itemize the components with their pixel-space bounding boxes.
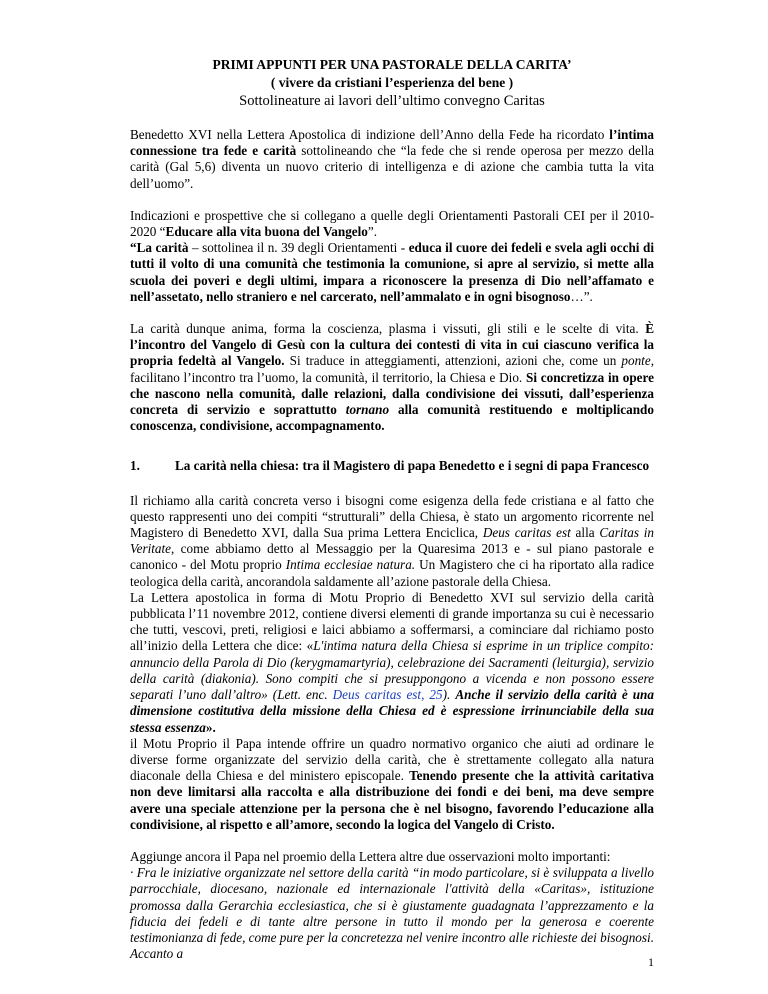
text-run: …”. bbox=[570, 288, 593, 304]
text-run: il Motu Proprio il Papa intende offrire un quadro normativo organico che aiuti ad ordinare le diverse forme organizzate del servizio della carità, che è strettamente collegato alla natura diaconale della Chiesa e del ministero episcopale. bbox=[130, 735, 654, 784]
section-number: 1. bbox=[130, 458, 140, 474]
bullet-caritas: · Fra le iniziative organizzate nel settore della carità “in modo particolare, si è sviluppata a livello parrocchiale, diocesano, nazionale ed internazionale l'attività della «Caritas», istituzione promossa dalla Gerarchia ecclesiastica, che si è giustamente guadagnata l’apprezzamento e la fiducia dei fedeli e di tante altre persone in tutto il mondo per la generosa e coerente testimonianza di fede, come pure per la concretezza nel venire incontro alle richieste dei bisognosi. Accanto a bbox=[130, 865, 654, 962]
paragraph-orientamenti bbox=[130, 208, 654, 240]
text-run: Il richiamo alla carità concreta verso i bisogni come esigenza della fede cristiana e al fatto che questo rappresenti uno dei compiti “strutturali” della Chiesa, è stato un argomento ricorrente nel Magistero di Benedetto XVI, dalla Sua prima Lettera Enciclica, bbox=[130, 492, 654, 541]
document-subtitle-secondary: Sottolineature ai lavori dell’ultimo convegno Caritas bbox=[239, 93, 545, 109]
page-number: 1 bbox=[648, 955, 654, 969]
text-run-bold: “La carità bbox=[130, 240, 189, 256]
text-run: sottolineando che “la fede che si rende operosa per mezzo della carità (Gal 5,6) diventa un nuovo criterio di intelligenza e di azione che cambia tutta la vita dell’uomo”. bbox=[130, 143, 654, 191]
deus-caritas-link[interactable]: Deus caritas est, 25 bbox=[332, 687, 443, 703]
text-run-bold: Si concretizza in opere che nascono nella comunità, dalle relazioni, dalla condivisione dei vissuti, dall’esperienza concreta di servizio e soprattutto bbox=[130, 369, 654, 418]
document-body bbox=[130, 56, 654, 962]
text-run: alla bbox=[570, 525, 600, 541]
text-run: La Lettera apostolica in forma di Motu Proprio di Benedetto XVI sul servizio della carità pubblicata l’11 novembre 2012, contiene diversi elementi di grande importanza su cui è necessario che tutti, vescovi, preti, religiosi e laici abbiamo a soffermarsi, a cominciare dal richiamo posto all’inizio della Lettera che dice: « bbox=[130, 589, 654, 654]
text-run-bold: educa il cuore dei fedeli e svela agli occhi di tutti il volto di una comunità che testimonia la comunione, si apre al servizio, si mette alla scuola dei poveri e degli ultimi, impara a riconoscere la presenza di Dio nell’affamato e nell’assetato, nello straniero e nel carcerato, nell’ammalato e in ogni bisognoso bbox=[130, 240, 654, 304]
text-run: Un Magistero che ci ha riportato alla radice teologica della carità, ancorandola saldamente all’azione pastorale della Chiesa. bbox=[130, 557, 654, 589]
paragraph-quote-carita bbox=[130, 240, 654, 305]
text-run-bold: Educare alla vita buona del Vangelo bbox=[165, 224, 368, 240]
section-title: La carità nella chiesa: tra il Magistero di papa Benedetto e i segni di papa Francesco bbox=[175, 458, 650, 474]
text-run-bold-italic: Anche il servizio della carità è una dimensione costitutiva della missione della Chiesa ed è espressione irrinunciabile della sua stessa essenza bbox=[130, 687, 654, 735]
text-run: Benedetto XVI nella Lettera Apostolica di indizione dell’Anno della Fede ha ricordato bbox=[130, 127, 610, 142]
paragraph-motu-proprio bbox=[130, 590, 654, 736]
text-run-italic: L'intima natura della Chiesa si esprime in un triplice compito: annuncio della Parola di Dio (kerygmamartyria), celebrazione dei Sacramenti (leiturgia), servizio della carità (diakonia). Sono compiti che si presuppongono a vicenda e non possono essere separati l’uno dall’altro» (Lett. enc. bbox=[130, 638, 654, 703]
text-run-italic: Deus caritas est bbox=[482, 525, 571, 541]
text-run-italic: ponte bbox=[621, 353, 651, 369]
text-run: Indicazioni e prospettive che si collegano a quelle degli Orientamenti Pastorali CEI per il 2010-2020 “ bbox=[130, 207, 654, 240]
section-heading-1 bbox=[130, 458, 654, 474]
text-run-bold: alla comunità restituendo e moltiplicando conoscenza, condivisione, accompagnamento. bbox=[130, 402, 654, 434]
paragraph-proemio: Aggiunge ancora il Papa nel proemio della Lettera altre due osservazioni molto importanti: bbox=[130, 848, 611, 864]
text-run-bold: Tenendo presente che la attività caritativa non deve limitarsi alla raccolta e alla distribuzione dei fondi e dei beni, ma deve sempre avere una speciale attenzione per la persona che è nel bisogno, favorendo l’educazione alla condivisione, al rispetto e all’amore, secondo la logica del Vangelo di Cristo. bbox=[130, 768, 655, 832]
text-run-bold: l’intima connessione tra fede e carità bbox=[130, 127, 654, 159]
text-run: ”. bbox=[367, 224, 378, 240]
text-run: , facilitano l’incontro tra l’uomo, la comunità, il territorio, la Chiesa e Dio. bbox=[130, 353, 654, 385]
paragraph-quadro-normativo bbox=[130, 736, 654, 833]
text-run-bold: ». bbox=[205, 719, 216, 735]
text-run-italic: Caritas in Veritate bbox=[130, 525, 654, 557]
paragraph-intro bbox=[130, 127, 654, 192]
text-run: La carità dunque anima, forma la coscienza, plasma i vissuti, gli stili e le scelte di vita. bbox=[130, 321, 646, 337]
text-run-bold-italic: tornano bbox=[345, 402, 390, 418]
text-run: – sottolinea il n. 39 degli Orientamenti - bbox=[188, 240, 409, 256]
paragraph-carita-anima bbox=[130, 321, 654, 434]
document-title: PRIMI APPUNTI PER UNA PASTORALE DELLA CARITA’ bbox=[212, 57, 572, 72]
text-run-italic: Intima ecclesiae natura. bbox=[285, 557, 416, 573]
text-run: , come abbiamo detto al Messaggio per la Quaresima 2013 e - sul piano pastorale e canonico - del Motu proprio bbox=[130, 541, 654, 573]
text-run-bold: È l’incontro del Vangelo di Gesù con la cultura dei contesti di vita in cui ciascuno verifica la propria fedeltà al Vangelo. bbox=[130, 321, 654, 369]
text-run-italic: ). bbox=[442, 687, 456, 703]
text-run: Si traduce in atteggiamenti, attenzioni, azioni che, come un bbox=[284, 353, 622, 369]
paragraph-richiamo bbox=[130, 493, 654, 590]
document-subtitle: ( vivere da cristiani l’esperienza del bene ) bbox=[270, 75, 514, 90]
